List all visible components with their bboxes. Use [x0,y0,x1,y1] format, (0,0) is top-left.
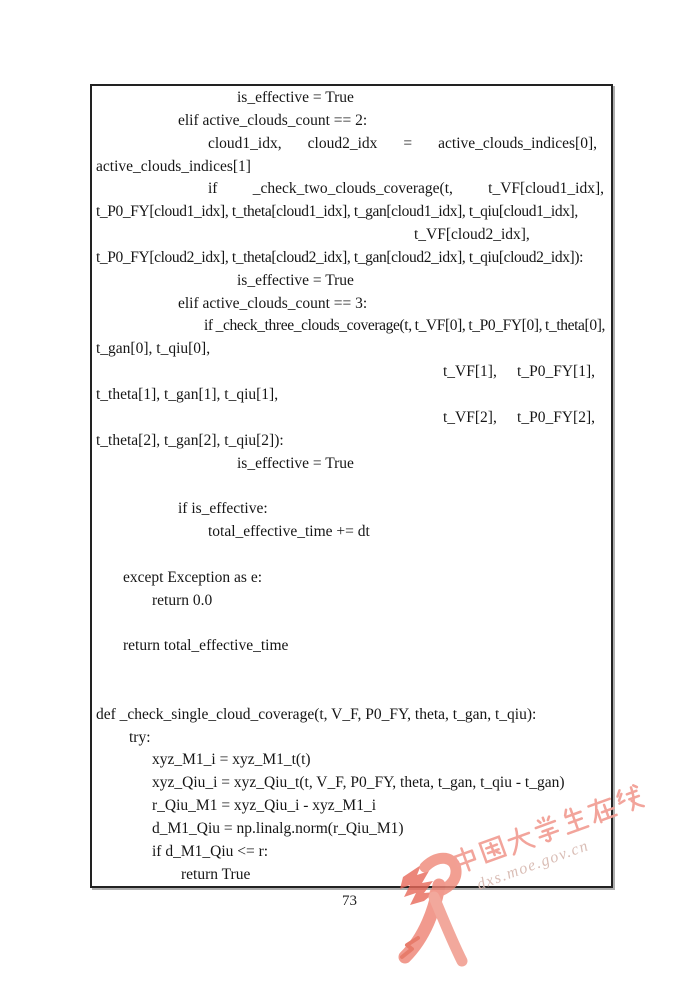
code-line: try: [129,728,151,746]
code-line: t_gan[0], t_qiu[0], [96,340,211,358]
code-line: d_M1_Qiu = np.linalg.norm(r_Qiu_M1) [152,820,404,837]
code-line: t_VF[1], t_P0_FY[1], [443,363,595,381]
code-line: return total_effective_time [123,637,289,655]
code-line [92,658,611,681]
code-line: is_effective = True [237,89,354,106]
code-line [92,475,611,498]
code-line: return True [181,865,251,883]
code-line: t_VF[2], t_P0_FY[2], [443,408,595,426]
code-line: total_effective_time += dt [208,523,370,541]
code-line [92,612,611,635]
code-line: active_clouds_indices[1] [96,157,251,175]
code-line: return 0.0 [152,591,213,609]
code-line [92,681,611,704]
code-line: if d_M1_Qiu <= r: [152,842,269,860]
code-line: is_effective = True [237,271,354,289]
code-line: if is_effective: [178,500,268,518]
code-line: elif active_clouds_count == 2: [178,111,368,129]
code-line: t_P0_FY[cloud1_idx], t_theta[cloud1_idx], t_gan[cloud1_idx], t_qiu[cloud1_idx], [96,203,578,221]
watermark-cjk-glyph [612,782,647,817]
code-line: elif active_clouds_count == 3: [178,294,368,312]
logo-serration [402,938,418,957]
code-line: is_effective = True [237,454,354,472]
code-line: t_P0_FY[cloud2_idx], t_theta[cloud2_idx], t_gan[cloud2_idx], t_qiu[cloud2_idx]): [96,248,584,266]
watermark-domain-text: dxs.moe.gov.cn [474,837,592,894]
code-line: except Exception as e: [123,568,263,586]
code-line: def _check_single_cloud_coverage(t, V_F, P0_FY, theta, t_gan, t_qiu): [96,705,537,723]
page-number: 73 [342,893,357,909]
code-box [90,84,613,888]
code-line: t_VF[cloud2_idx], [414,226,530,244]
code-line: xyz_Qiu_i = xyz_Qiu_t(t, V_F, P0_FY, theta, t_gan, t_qiu - t_gan) [152,774,565,792]
code-lines [92,86,611,886]
code-line: t_theta[2], t_gan[2], t_qiu[2]): [96,431,284,449]
code-line: r_Qiu_M1 = xyz_Qiu_i - xyz_M1_i [152,797,377,815]
code-line [92,544,611,567]
code-line: if _check_three_clouds_coverage(t, t_VF[0], t_P0_FY[0], t_theta[0], [204,317,605,335]
code-line: t_theta[1], t_gan[1], t_qiu[1], [96,385,279,403]
code-line: if _check_two_clouds_coverage(t, t_VF[cloud1_idx], [208,180,604,198]
code-line: cloud1_idx, cloud2_idx = active_clouds_indices[0], [208,134,597,152]
code-line: xyz_M1_i = xyz_M1_t(t) [152,751,311,769]
